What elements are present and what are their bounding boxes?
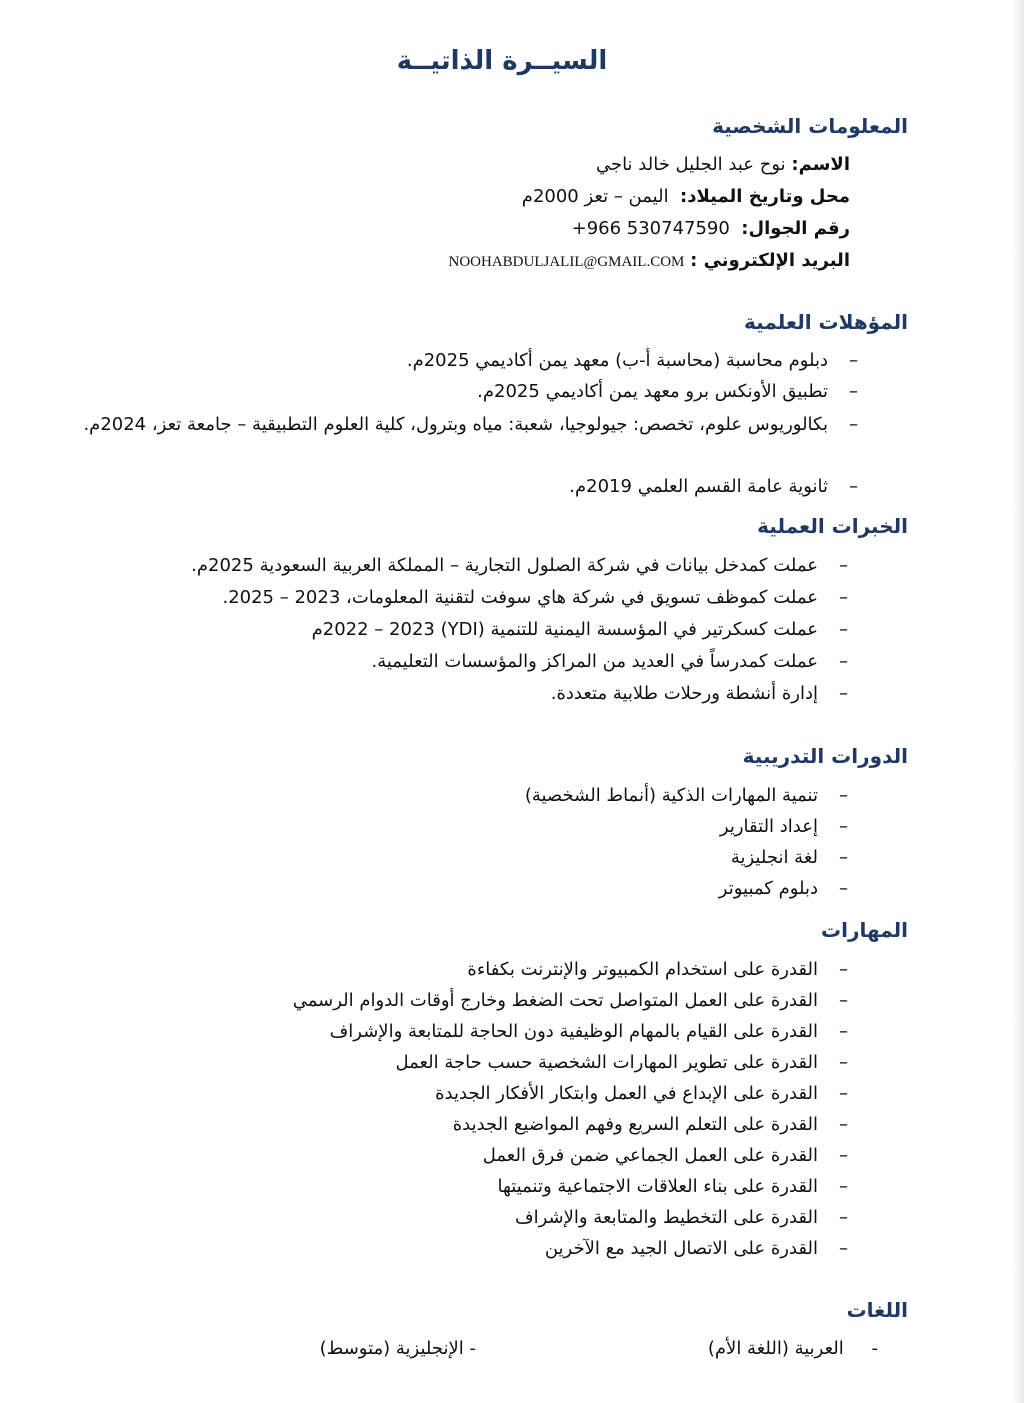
experience-text: عملت كمدخل بيانات في شركة الصلول التجارية – المملكة العربية السعودية 2025م. [191, 555, 818, 576]
list-dash: – [849, 350, 858, 371]
skill-text: القدرة على العمل الجماعي ضمن فرق العمل [482, 1145, 818, 1166]
skill-text: القدرة على التخطيط والمتابعة والإشراف [514, 1207, 818, 1228]
birth-value: اليمن – تعز 2000م [521, 186, 669, 207]
qualification-text: ثانوية عامة القسم العلمي 2019م. [569, 476, 828, 497]
qualifications-heading: المؤهلات العلمية [744, 310, 908, 334]
phone-row [572, 218, 850, 239]
name-label: الاسم: [791, 154, 850, 175]
list-dash: – [839, 1021, 848, 1042]
email-row [449, 250, 851, 271]
qualification-text: دبلوم محاسبة (محاسبة أ-ب) معهد يمن أكاديمي 2025م. [406, 350, 828, 371]
experience-text: عملت كسكرتير في المؤسسة اليمنية للتنمية (YDI) 2022 – 2023م [311, 619, 818, 640]
list-dash: – [839, 1207, 848, 1228]
skill-text: القدرة على القيام بالمهام الوظيفية دون الحاجة للمتابعة والإشراف [329, 1021, 818, 1042]
courses-heading: الدورات التدريبية [742, 744, 908, 768]
phone-value: +966 530747590 [571, 218, 730, 239]
qualification-text: بكالوريوس علوم، تخصص: جيولوجيا، شعبة: مياه وبترول، كلية العلوم التطبيقية – جامعة تعز، 2024م. [83, 414, 828, 435]
list-dash: - [871, 1338, 878, 1359]
language-arabic [708, 1338, 878, 1359]
course-text: لغة انجليزية [730, 847, 818, 868]
page-title: السيــرة الذاتيــة [396, 46, 608, 76]
list-dash: – [849, 381, 858, 402]
qualification-text: تطبيق الأونكس برو معهد يمن أكاديمي 2025م. [477, 381, 828, 402]
skill-text: القدرة على الاتصال الجيد مع الآخرين [544, 1238, 818, 1259]
email-label: البريد الإلكتروني : [690, 250, 850, 271]
list-dash: – [849, 476, 858, 497]
skill-text: القدرة على الإبداع في العمل وابتكار الأفكار الجديدة [435, 1083, 818, 1104]
language-arabic-text: العربية (اللغة الأم) [707, 1338, 844, 1359]
skill-text: القدرة على التعلم السريع وفهم المواضيع الجديدة [452, 1114, 818, 1135]
list-dash: – [839, 878, 848, 899]
name-value: نوح عبد الجليل خالد ناجي [595, 154, 786, 175]
list-dash: – [839, 1145, 848, 1166]
list-dash: – [839, 1176, 848, 1197]
list-dash: – [839, 683, 848, 704]
experience-text: عملت كموظف تسويق في شركة هاي سوفت لتقنية المعلومات، 2023 – 2025. [222, 587, 818, 608]
list-dash: – [839, 990, 848, 1011]
list-dash: – [839, 651, 848, 672]
list-dash: – [839, 1114, 848, 1135]
experience-text: إدارة أنشطة ورحلات طلابية متعددة. [550, 683, 818, 704]
qualification-item [68, 409, 858, 441]
skills-heading: المهارات [821, 918, 908, 942]
skill-text: القدرة على تطوير المهارات الشخصية حسب حاجة العمل [395, 1052, 818, 1073]
phone-label: رقم الجوال: [741, 218, 850, 239]
list-dash: – [839, 1238, 848, 1259]
course-text: إعداد التقارير [719, 816, 818, 837]
skill-text: القدرة على استخدام الكمبيوتر والإنترنت بكفاءة [467, 959, 818, 980]
experience-text: عملت كمدرساً في العديد من المراكز والمؤسسات التعليمية. [371, 651, 818, 672]
list-dash: – [839, 555, 848, 576]
list-dash: – [839, 785, 848, 806]
email-value: NOOHABDULJALIL@GMAIL.COM [448, 254, 685, 270]
name-row [596, 154, 850, 175]
list-dash: – [839, 619, 848, 640]
languages-heading: اللغات [846, 1298, 908, 1322]
skill-text: القدرة على العمل المتواصل تحت الضغط وخارج أوقات الدوام الرسمي [292, 990, 818, 1011]
experience-heading: الخبرات العملية [757, 514, 908, 538]
birth-label: محل وتاريخ الميلاد: [680, 186, 850, 207]
course-text: دبلوم كمبيوتر [718, 878, 818, 899]
list-dash: – [839, 847, 848, 868]
list-dash: – [839, 959, 848, 980]
list-dash: – [839, 587, 848, 608]
list-dash: – [839, 1083, 848, 1104]
skill-text: القدرة على بناء العلاقات الاجتماعية وتنميتها [497, 1176, 818, 1197]
course-text: تنمية المهارات الذكية (أنماط الشخصية) [524, 785, 818, 806]
language-english: - الإنجليزية (متوسط) [319, 1338, 476, 1359]
personal-info-heading: المعلومات الشخصية [712, 114, 908, 138]
birth-row [522, 186, 850, 207]
list-dash: – [849, 414, 858, 435]
list-dash: – [839, 1052, 848, 1073]
list-dash: – [839, 816, 848, 837]
